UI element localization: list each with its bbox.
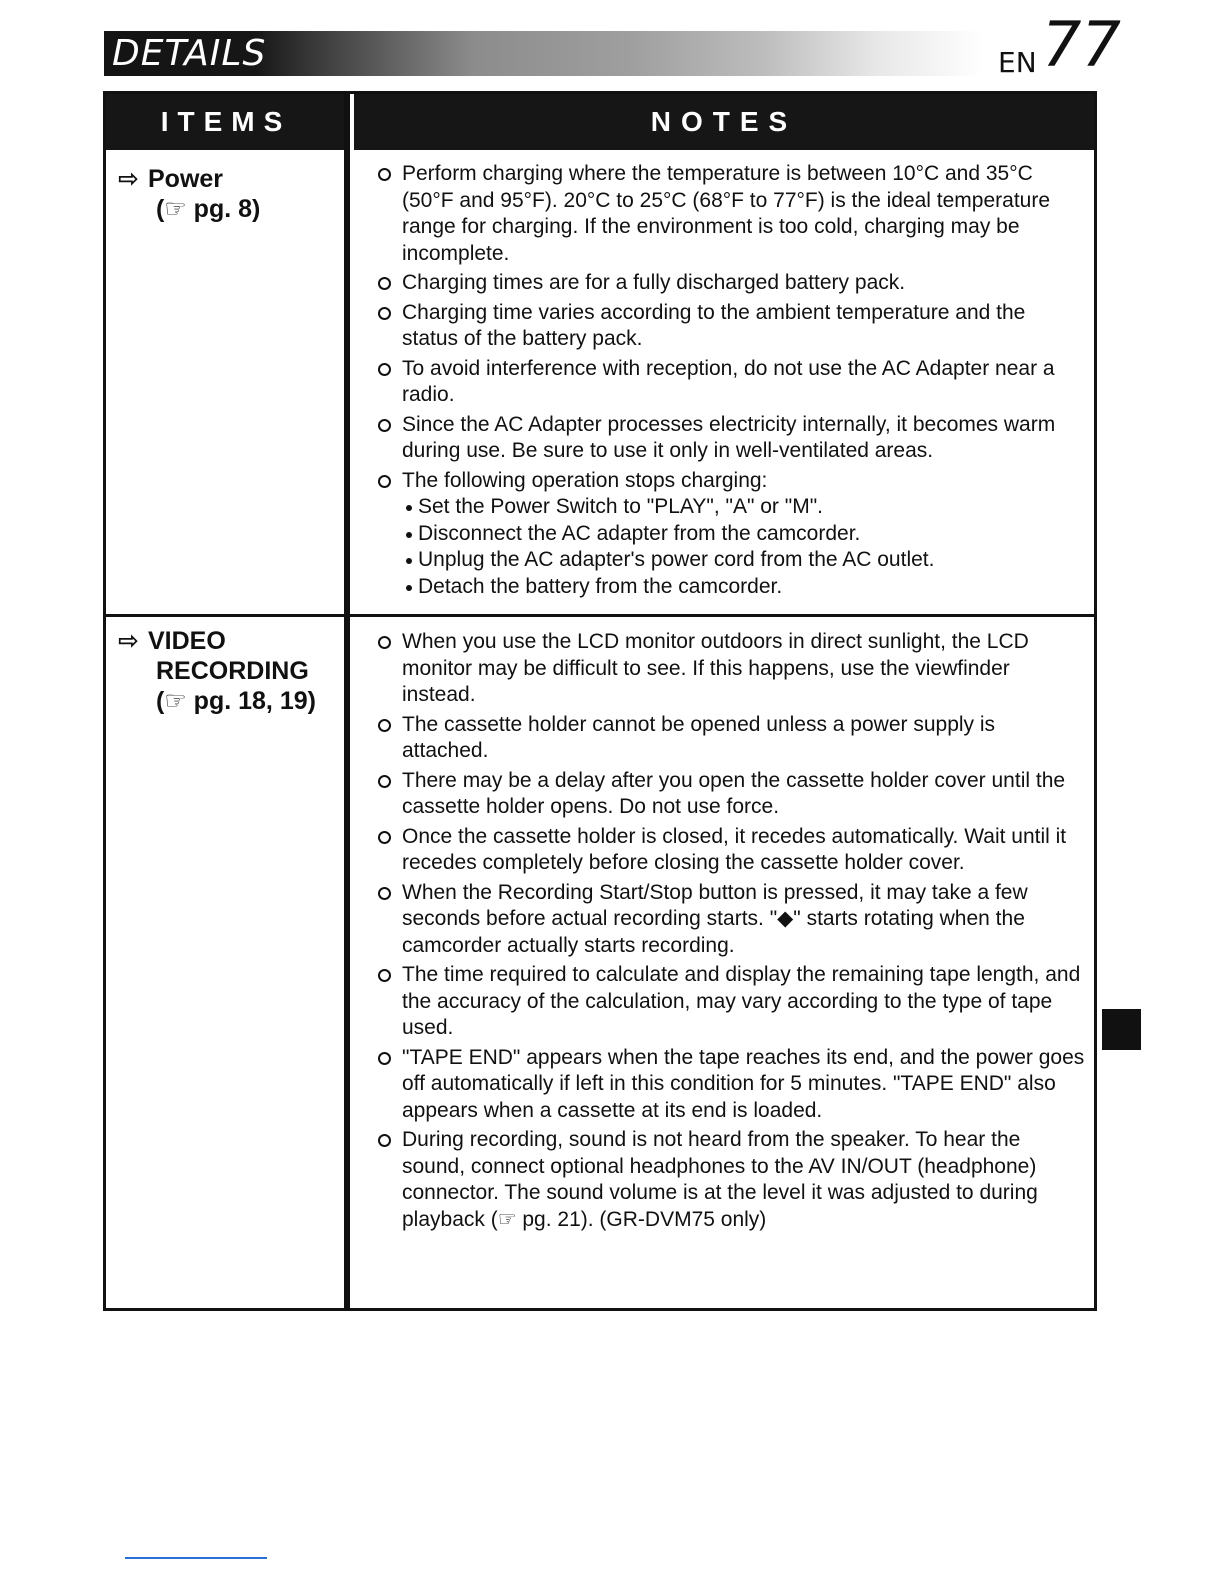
note-item: There may be a delay after you open the cassette holder cover until the cassette holder opens. Do not use force. (376, 768, 1086, 821)
page-reference: (☞ pg. 18, 19) (156, 687, 316, 715)
note-item: The following operation stops charging: (376, 468, 1086, 495)
note-item: Since the AC Adapter processes electricity internally, it becomes warm during use. Be sure to use it only in well-ventilated areas. (376, 412, 1086, 465)
column-header-notes: NOTES (650, 106, 798, 137)
details-table (103, 91, 1097, 1311)
arrow-right-icon: ⇨ (118, 165, 139, 193)
note-item: To avoid interference with reception, do not use the AC Adapter near a radio. (376, 356, 1086, 409)
item-label-continued: RECORDING (156, 657, 309, 685)
note-item: Charging times are for a fully discharged battery pack. (376, 270, 1086, 297)
item-label: Power (148, 165, 224, 193)
item-video-recording (118, 626, 338, 716)
notes-video-recording (376, 629, 1086, 1236)
note-item: When you use the LCD monitor outdoors in direct sunlight, the LCD monitor may be difficult to see. If this happens, use the viewfinder instead. (376, 629, 1086, 709)
row-divider (106, 614, 1094, 617)
item-label: VIDEO (148, 627, 226, 655)
note-item: The cassette holder cannot be opened unless a power supply is attached. (376, 712, 1086, 765)
note-item: Once the cassette holder is closed, it recedes automatically. Wait until it recedes completely before closing the cassette holder cover. (376, 824, 1086, 877)
note-item: Charging time varies according to the ambient temperature and the status of the battery pack. (376, 300, 1086, 353)
arrow-right-icon: ⇨ (118, 627, 139, 655)
table-header (106, 94, 1094, 150)
header-divider-gap (350, 94, 354, 150)
chapter-tab-marker (1102, 1009, 1141, 1050)
column-header-items: ITEMS (160, 106, 292, 137)
subnote-item: Detach the battery from the camcorder. (376, 574, 1086, 601)
note-item: The time required to calculate and display the remaining tape length, and the accuracy of the calculation, may vary according to the type of tape used. (376, 962, 1086, 1042)
note-item: When the Recording Start/Stop button is pressed, it may take a few seconds before actual recording starts. "◆" starts rotating when the camcorder actually starts recording. (376, 880, 1086, 960)
note-item: During recording, sound is not heard from the speaker. To hear the sound, connect optional headphones to the AV IN/OUT (headphone) connector. The sound volume is at the level it was adjusted to during playback (☞ pg. 21). (GR-DVM75 only) (376, 1127, 1086, 1233)
page-reference: (☞ pg. 8) (156, 195, 261, 223)
subnote-item: Unplug the AC adapter's power cord from the AC outlet. (376, 547, 1086, 574)
column-divider (344, 94, 350, 1308)
note-item: "TAPE END" appears when the tape reaches its end, and the power goes off automatically if left in this condition for 5 minutes. "TAPE END" also appears when a cassette at its end is loaded. (376, 1045, 1086, 1125)
page-number: 77 (1042, 8, 1121, 81)
language-code: EN (998, 46, 1037, 79)
notes-power (376, 161, 1086, 600)
footer-rule (125, 1557, 267, 1559)
subnote-item: Set the Power Switch to "PLAY", "A" or "M". (376, 494, 1086, 521)
section-title: DETAILS (112, 33, 267, 74)
subnote-item: Disconnect the AC adapter from the camcorder. (376, 521, 1086, 548)
note-item: Perform charging where the temperature is between 10°C and 35°C (50°F and 95°F). 20°C to 25°C (68°F to 77°F) is the ideal temperature range for charging. If the environment is too cold, charging may be incomplete. (376, 161, 1086, 267)
item-power (118, 164, 338, 224)
